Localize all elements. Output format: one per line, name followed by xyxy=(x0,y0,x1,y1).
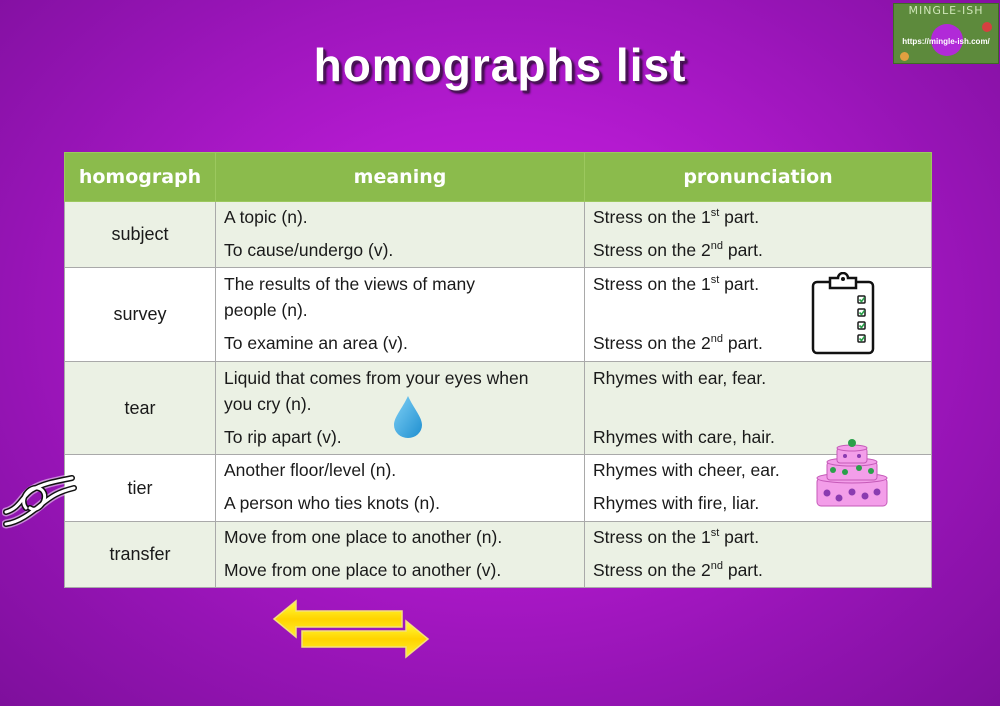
meaning-line: A person who ties knots (n). xyxy=(224,493,440,513)
homograph-cell: subject xyxy=(65,202,216,268)
pronunciation-line: Rhymes with fire, liar. xyxy=(593,493,760,513)
mingle-ish-logo[interactable] xyxy=(893,3,999,64)
homograph-cell: survey xyxy=(65,268,216,362)
pronunciation-line: Stress on the 2nd part. xyxy=(593,560,763,580)
table-row xyxy=(65,522,932,588)
pronunciation-line: Rhymes with ear, fear. xyxy=(593,368,767,388)
pronunciation-line: Rhymes with cheer, ear. xyxy=(593,460,780,480)
meaning-cell xyxy=(216,268,585,362)
pronunciation-line: Stress on the 2nd part. xyxy=(593,333,763,353)
header-pronunciation: pronunciation xyxy=(585,153,932,202)
pronunciation-line: Stress on the 1st part. xyxy=(593,207,760,227)
pronunciation-line: Stress on the 1st part. xyxy=(593,274,760,294)
meaning-line: people (n). xyxy=(224,300,308,320)
pronunciation-line: Stress on the 2nd part. xyxy=(593,240,763,260)
rope-knot-icon xyxy=(2,468,78,532)
page-title: homographs list xyxy=(313,39,687,91)
pronunciation-cell xyxy=(585,268,932,362)
meaning-line: A topic (n). xyxy=(224,207,308,227)
logo-dot xyxy=(900,52,909,61)
pronunciation-cell xyxy=(585,522,932,588)
table-row xyxy=(65,455,932,522)
meaning-line: The results of the views of many xyxy=(224,274,475,294)
pronunciation-cell xyxy=(585,202,932,268)
homographs-table xyxy=(64,152,932,588)
logo-url: https://mingle-ish.com/ xyxy=(902,37,990,46)
meaning-line: Liquid that comes from your eyes when xyxy=(224,368,529,388)
meaning-cell xyxy=(216,202,585,268)
meaning-line: Move from one place to another (n). xyxy=(224,527,503,547)
meaning-line: To cause/undergo (v). xyxy=(224,240,394,260)
meaning-line: To rip apart (v). xyxy=(224,427,342,447)
transfer-arrows-icon xyxy=(272,597,432,661)
meaning-cell xyxy=(216,455,585,522)
meaning-line: you cry (n). xyxy=(224,394,312,414)
pronunciation-line: Rhymes with care, hair. xyxy=(593,427,775,447)
logo-dot xyxy=(982,22,992,32)
water-drop-icon xyxy=(392,395,424,439)
homograph-cell: tear xyxy=(65,362,216,455)
homograph-cell: tier xyxy=(65,455,216,522)
table-row xyxy=(65,202,932,268)
homograph-cell: transfer xyxy=(65,522,216,588)
table-row xyxy=(65,362,932,455)
logo-brand: MINGLE-ISH xyxy=(908,4,984,17)
meaning-line: To examine an area (v). xyxy=(224,333,408,353)
header-homograph: homograph xyxy=(65,153,216,202)
header-meaning: meaning xyxy=(216,153,585,202)
clipboard-checklist-icon xyxy=(810,272,876,356)
meaning-line: Another floor/level (n). xyxy=(224,460,397,480)
meaning-line: Move from one place to another (v). xyxy=(224,560,502,580)
meaning-cell xyxy=(216,522,585,588)
pronunciation-line: Stress on the 1st part. xyxy=(593,527,760,547)
table-row xyxy=(65,268,932,362)
tiered-cake-icon xyxy=(815,438,889,510)
table-header-row xyxy=(65,153,932,202)
